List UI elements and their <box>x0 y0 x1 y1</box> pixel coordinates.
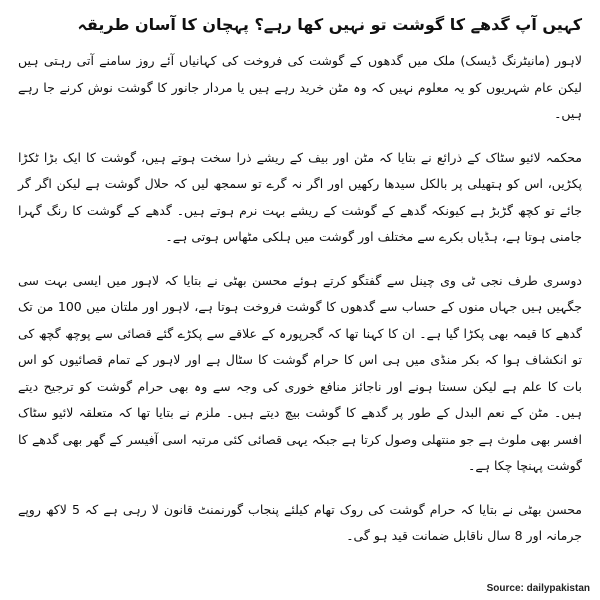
source-credit: Source: dailypakistan <box>486 583 590 594</box>
article-paragraph-2: محکمہ لائیو سٹاک کے ذرائع نے بتایا کہ مٹن اور بیف کے ریشے ذرا سخت ہوتے ہیں، گوشت کا ایک بڑا ٹکڑا پکڑیں، اس کو ہتھیلی پر بالکل سیدھا رکھیں اور اگر نہ گرے تو سمجھ لیں کہ حلال گوشت ہے لیکن اگر گر جائے تو کچھ گڑبڑ ہے کیونکہ گدھے کے گوشت کے ریشے بہت نرم ہوتے ہیں۔ گدھے کے گوشت کا رنگ گہرا جامنی ہوتا ہے، ہڈیاں بکرے سے مختلف اور گوشت میں ہلکی مٹھاس ہوتی ہے۔ <box>18 149 582 244</box>
article-paragraph-1: لاہور (مانیٹرنگ ڈیسک) ملک میں گدھوں کے گوشت کی فروخت کی کہانیاں آئے روز سامنے آتی رہتی ہیں لیکن عام شہریوں کو یہ معلوم نہیں کہ وہ مٹن خرید رہے ہیں یا مردار جانور کا گوشت نوش کرنے جا رہے ہیں۔ <box>18 53 582 121</box>
article-paragraph-4: محسن بھٹی نے بتایا کہ حرام گوشت کی روک تھام کیلئے پنجاب گورنمنٹ قانون لا رہی ہے کہ 5 لاکھ روپے جرمانہ اور 8 سال ناقابل ضمانت قید ہو گی۔ <box>18 501 582 543</box>
article-title: کہیں آپ گدھے کا گوشت تو نہیں کھا رہے؟ پہچان کا آسان طریقہ <box>77 15 582 34</box>
article <box>18 12 582 550</box>
article-paragraph-3: دوسری طرف نجی ٹی وی چینل سے گفتگو کرتے ہوئے محسن بھٹی نے بتایا کہ لاہور میں ایسی بہت سی جگہیں ہیں جہاں منوں کے حساب سے گدھوں کا گوشت فروخت ہوتا ہے، لاہور اور ملتان میں 100 من تک گدھے کا قیمہ بھی پکڑا گیا ہے۔ ان کا کہنا تھا کہ گجرپورہ کے علاقے سے پکڑے گئے قصائی سے پوچھ گچھ کی تو انکشاف ہوا کہ بکر منڈی میں ہی اس کا حرام گوشت کا سٹال ہے اور لاہور کے تمام قصائیوں کو اس بات کا علم ہے لیکن سستا ہونے اور ناجائز منافع خوری کی وجہ سے وہ بھی حرام گوشت کو ترجیح دیتے ہیں۔ مٹن کے نعم البدل کے طور پر گدھے کا گوشت بیچ دیتے ہیں۔ ملزم نے بتایا تھا کہ متعلقہ لائیو سٹاک افسر بھی ملوث ہے جو منتھلی وصول کرتا ہے جبکہ یہی قصائی کئی مرتبہ اسی آفیسر کے گھر بھی گدھے کا گوشت پہنچا چکا ہے۔ <box>18 272 583 473</box>
